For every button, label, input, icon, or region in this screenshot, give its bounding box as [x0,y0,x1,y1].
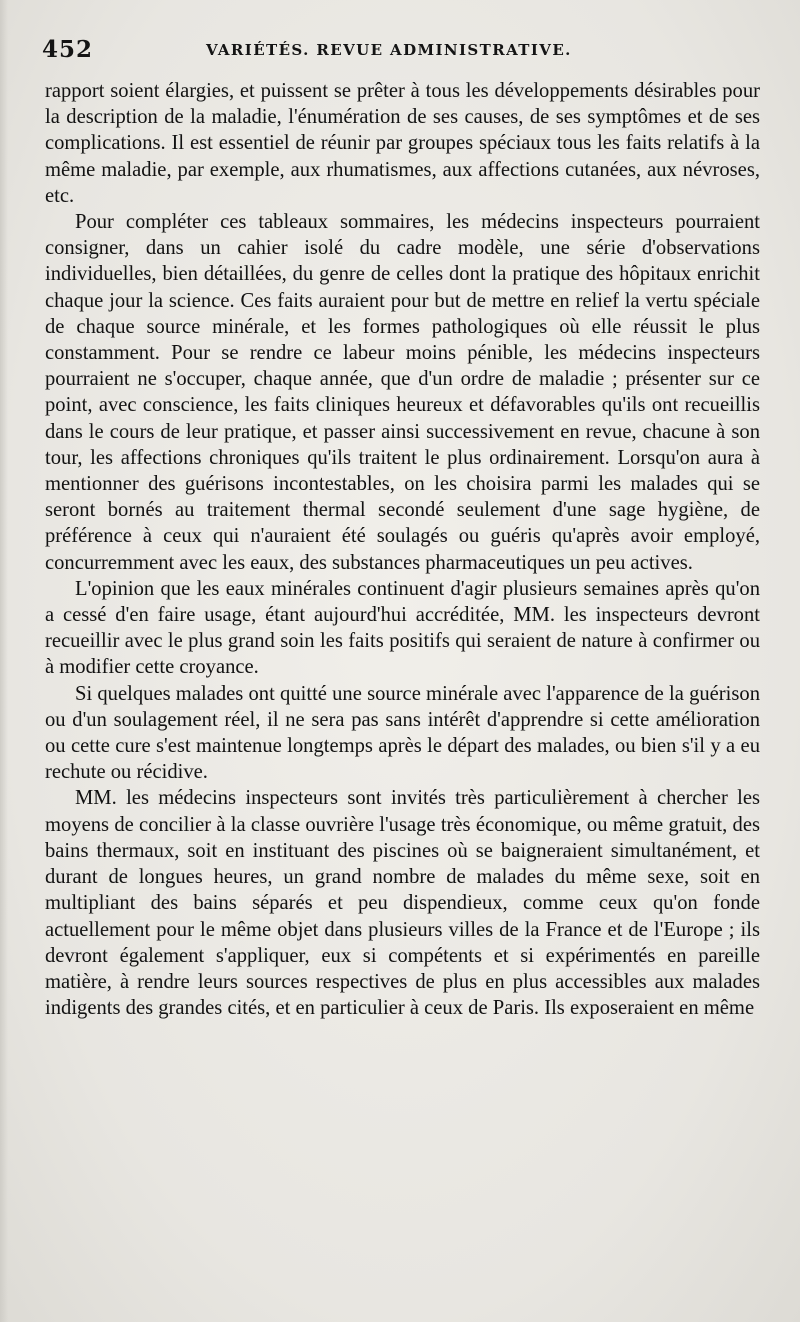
paragraph: Si quelques malades ont quitté une source minérale avec l'apparence de la guérison ou d'un soulagement réel, il ne sera pas sans intérêt d'apprendre si cette amélioration ou cette cure s'est maintenue longtemps après le départ des malades, ou bien s'il y a eu rechute ou récidive. [45,682,760,784]
running-head: VARIÉTÉS. REVUE ADMINISTRATIVE. [206,41,572,59]
paragraph: MM. les médecins inspecteurs sont invités très particulièrement à chercher les moyens de concilier à la classe ouvrière l'usage très économique, ou même gratuit, des bains thermaux, soit en instituant des piscines où se baigneraient simultanément, et durant de longues heures, un grand nombre de malades du même sexe, soit en multipliant des bains séparés et peu dispendieux, comme ceux qu'on fonde actuellement pour le même objet dans plusieurs villes de la France et de l'Europe ; ils devront également s'appliquer, eux si compétents et si expérimentés en pareille matière, à rendre leurs sources respectives de plus en plus accessibles aux malades indigents des grandes cités, et en particulier à ceux de Paris. Ils exposeraient en même [45,787,760,1020]
paragraph: Pour compléter ces tableaux sommaires, les médecins inspecteurs pourraient consigner, dans un cahier isolé du cadre modèle, une série d'observations individuelles, bien détaillées, du genre de celles dont la pratique des hôpitaux enrichit chaque jour la science. Ces faits auraient pour but de mettre en relief la vertu spéciale de chaque source minérale, et les formes pathologiques où elle réussit le plus constamment. Pour se rendre ce labeur moins pénible, les médecins inspecteurs pourraient ne s'occuper, chaque année, que d'un ordre de maladie ; présenter sur ce point, avec conscience, les faits cliniques heureux et défavorables qu'ils ont recueillis dans le cours de leur pratique, et passer ainsi successivement en revue, chacune à son tour, les affections chroniques qu'ils traitent le plus ordinairement. Lorsqu'on aura à mentionner des guérisons incontestables, on les choisira parmi les malades qui se seront bornés au traitement thermal secondé seulement d'une sage hygiène, de préférence à ceux qui n'auraient été soulagés ou guéris qu'après avoir employé, concurremment avec les eaux, des substances pharmaceutiques un peu actives. [45,211,760,574]
body-text [45,78,760,1021]
paragraph: L'opinion que les eaux minérales continuent d'agir plusieurs semaines après qu'on a cessé d'en faire usage, étant aujourd'hui accréditée, MM. les inspecteurs devront recueillir avec le plus grand soin les faits positifs qui seraient de nature à confirmer ou à modifier cette croyance. [45,577,760,679]
page-spine-shadow [0,0,8,1322]
page-number: 452 [42,36,94,63]
paragraph-continuation: rapport soient élargies, et puissent se prêter à tous les développements désirables pour la description de la maladie, l'énumération de ses causes, de ses symptômes et de ses complications. Il est essentiel de réunir par groupes spéciaux tous les faits relatifs à la même maladie, par exemple, aux rhumatismes, aux affections cutanées, aux névroses, etc. [45,80,760,207]
page-header [40,36,760,66]
